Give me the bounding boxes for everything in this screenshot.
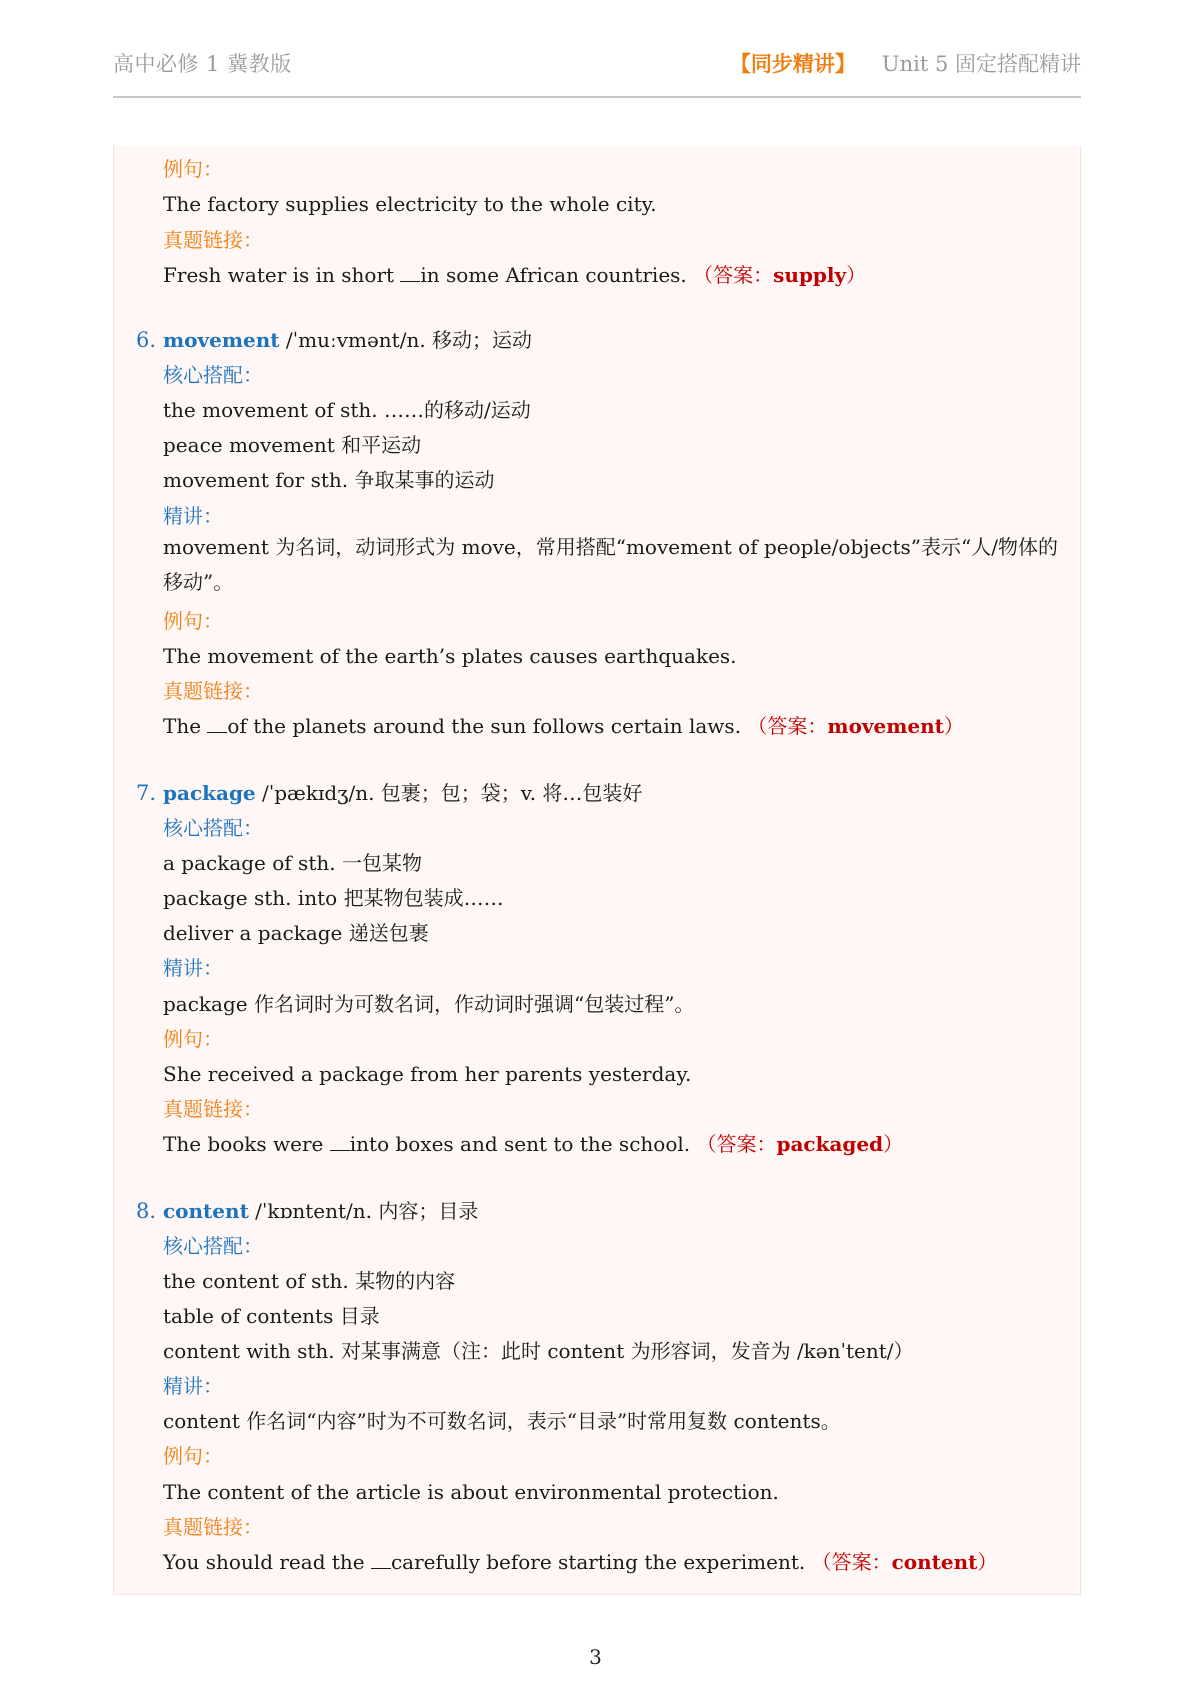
item-number: 7.	[136, 781, 157, 805]
answer	[693, 263, 866, 287]
page-number: 3	[589, 1645, 602, 1669]
section-badge: 【同步精讲】	[729, 51, 856, 76]
phrase: the content of sth. 某物的内容	[163, 1269, 456, 1293]
answer-prefix: （答案：	[811, 1550, 892, 1574]
vocab-definition: /ˈpækɪdʒ/n. 包裹；包；袋；v. 将…包装好	[255, 781, 643, 805]
vocab-word: movement	[163, 328, 280, 352]
core-label: 核心搭配：	[163, 1234, 263, 1258]
item-number: 6.	[136, 328, 157, 352]
vocab-definition: /ˈmuːvmənt/n. 移动；运动	[279, 328, 533, 352]
exam-text-before: The books were	[163, 1132, 330, 1156]
answer-blank	[330, 1136, 350, 1151]
explain-label: 精讲：	[163, 1374, 223, 1398]
explain-label: 精讲：	[163, 504, 223, 528]
vocab-entry	[163, 327, 532, 353]
example-sentence: The content of the article is about environmental protection.	[163, 1480, 779, 1504]
answer-suffix: ）	[943, 714, 964, 738]
vocab-entry	[163, 780, 642, 806]
phrase: movement for sth. 争取某事的运动	[163, 468, 495, 492]
exam-text-after: of the planets around the sun follows certain laws.	[227, 714, 742, 738]
exam-question	[163, 1549, 997, 1575]
item-number: 8.	[136, 1199, 157, 1223]
phrase: content with sth. 对某事满意（注：此时 content 为形容词，发音为 /kənˈtent/）	[163, 1339, 914, 1363]
explanation: content 作名词“内容”时为不可数名词，表示“目录”时常用复数 contents。	[163, 1409, 841, 1433]
core-label: 核心搭配：	[163, 363, 263, 387]
answer-suffix: ）	[883, 1132, 904, 1156]
answer-blank	[371, 1554, 391, 1569]
exam-question	[163, 713, 964, 739]
example-sentence: She received a package from her parents yesterday.	[163, 1062, 692, 1086]
answer-blank	[207, 718, 227, 733]
vocab-entry	[163, 1198, 478, 1224]
phrase: a package of sth. 一包某物	[163, 851, 422, 875]
exam-label: 真题链接：	[163, 228, 263, 252]
exam-question	[163, 262, 866, 288]
example-sentence: The movement of the earth’s plates causes earthquakes.	[163, 644, 737, 668]
answer-prefix: （答案：	[747, 714, 828, 738]
example-label: 例句：	[163, 1027, 223, 1051]
answer-word: content	[891, 1550, 978, 1574]
answer-blank	[400, 267, 420, 282]
phrase: the movement of sth. ……的移动/运动	[163, 398, 531, 422]
core-label: 核心搭配：	[163, 816, 263, 840]
phrase: table of contents 目录	[163, 1304, 380, 1328]
book-title: 高中必修 1 冀教版	[113, 52, 292, 76]
answer	[747, 714, 964, 738]
header-section	[730, 48, 1081, 78]
exam-text-before: You should read the	[163, 1550, 371, 1574]
exam-text-before: Fresh water is in short	[163, 263, 401, 287]
exam-question	[163, 1131, 903, 1157]
vocab-definition: /ˈkɒntent/n. 内容；目录	[248, 1199, 479, 1223]
exam-label: 真题链接：	[163, 679, 263, 703]
phrase: deliver a package 递送包裹	[163, 921, 429, 945]
vocab-word: package	[163, 781, 256, 805]
example-label: 例句：	[163, 157, 223, 181]
phrase: peace movement 和平运动	[163, 433, 422, 457]
exam-text-after: into boxes and sent to the school.	[349, 1132, 691, 1156]
unit-title: Unit 5 固定搭配精讲	[881, 52, 1081, 76]
example-label: 例句：	[163, 609, 223, 633]
answer-suffix: ）	[977, 1550, 998, 1574]
answer-word: movement	[827, 714, 944, 738]
answer	[812, 1550, 998, 1574]
exam-text-before: The	[163, 714, 208, 738]
example-label: 例句：	[163, 1444, 223, 1468]
answer-suffix: ）	[846, 263, 867, 287]
example-sentence: The factory supplies electricity to the whole city.	[163, 192, 657, 216]
answer	[696, 1132, 903, 1156]
explanation: movement 为名词，动词形式为 move，常用搭配“movement of people/objects”表示“人/物体的移动”。	[163, 535, 1058, 594]
phrase: package sth. into 把某物包装成……	[163, 886, 504, 910]
page-header	[113, 40, 1081, 98]
exam-text-after: carefully before starting the experiment.	[390, 1550, 806, 1574]
answer-word: supply	[773, 263, 847, 287]
answer-prefix: （答案：	[696, 1132, 777, 1156]
explain-label: 精讲：	[163, 956, 223, 980]
exam-text-after: in some African countries.	[420, 263, 687, 287]
exam-label: 真题链接：	[163, 1515, 263, 1539]
vocab-word: content	[163, 1199, 249, 1223]
exam-label: 真题链接：	[163, 1097, 263, 1121]
explanation: package 作名词时为可数名词，作动词时强调“包装过程”。	[163, 992, 695, 1016]
answer-word: packaged	[776, 1132, 884, 1156]
answer-prefix: （答案：	[693, 263, 774, 287]
